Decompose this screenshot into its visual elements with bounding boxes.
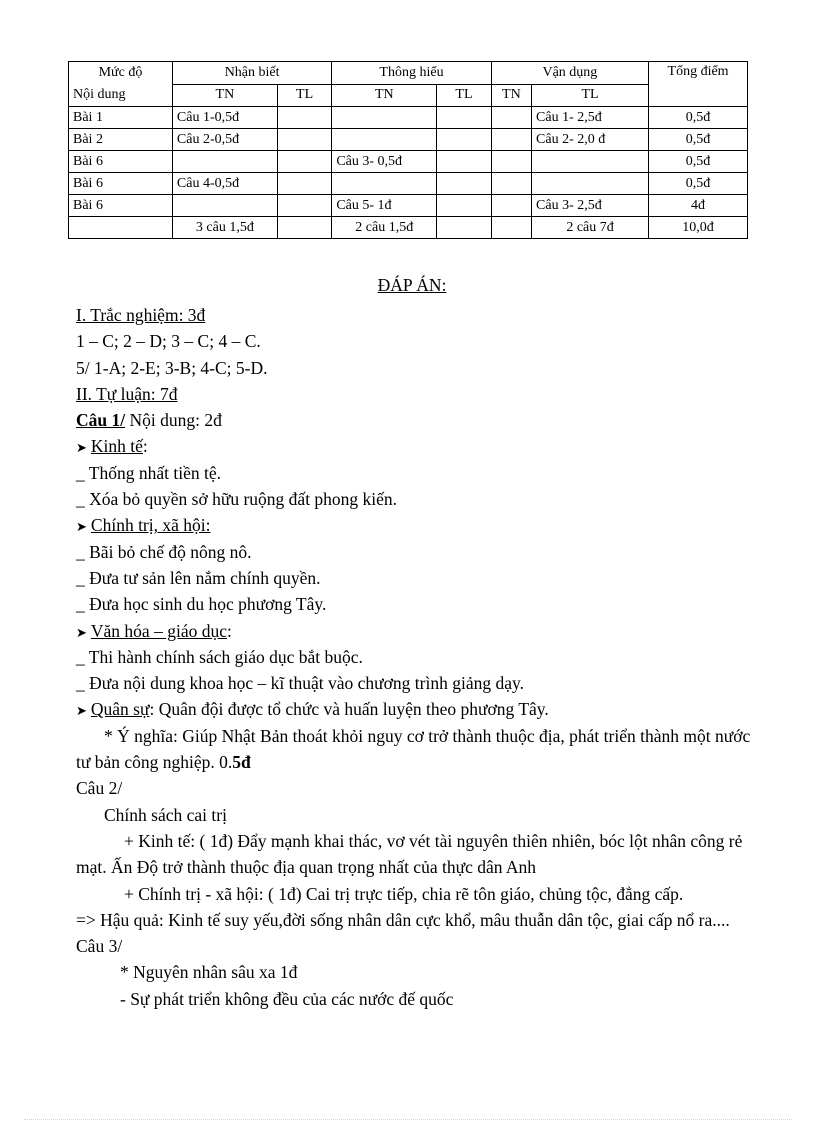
meaning-paragraph bbox=[76, 723, 756, 776]
table-cell bbox=[332, 173, 437, 195]
page-bottom-divider bbox=[24, 1119, 792, 1120]
politics-heading-line bbox=[76, 512, 756, 538]
question1-label: Câu 1/ bbox=[76, 410, 126, 431]
table-cell bbox=[437, 151, 491, 173]
header-nhan-biet: Nhận biết bbox=[172, 62, 331, 85]
economy-heading: Kinh tế bbox=[90, 436, 143, 457]
table-cell: Câu 2- 2,0 đ bbox=[532, 129, 649, 151]
question2-politics: + Chính trị - xã hội: ( 1đ) Cai trị trực tiếp, chia rẽ tôn giáo, chủng tộc, đẳng cấp. bbox=[124, 883, 684, 904]
table-cell bbox=[491, 107, 531, 129]
table-cell bbox=[491, 195, 531, 217]
header-level-content-cell bbox=[69, 62, 173, 107]
table-header-row bbox=[69, 62, 748, 85]
list-item: _ Xóa bỏ quyền sở hữu ruộng đất phong kiến. bbox=[76, 489, 398, 510]
table-cell: Câu 1-0,5đ bbox=[172, 107, 277, 129]
table-cell: Câu 3- 0,5đ bbox=[332, 151, 437, 173]
question1-line bbox=[76, 407, 756, 433]
meaning-text: * Ý nghĩa: Giúp Nhật Bản thoát khỏi nguy cơ trở thành thuộc địa, phát triển thành một nước tư bản công nghiệp. 0. bbox=[76, 725, 751, 773]
table-cell bbox=[277, 151, 331, 173]
list-item: _ Đưa nội dung khoa học – kĩ thuật vào chương trình giảng dạy. bbox=[76, 673, 524, 694]
table-cell bbox=[491, 129, 531, 151]
table-cell bbox=[69, 217, 173, 239]
table-cell-total: 10,0đ bbox=[649, 217, 748, 239]
table-cell: Câu 5- 1đ bbox=[332, 195, 437, 217]
meaning-score: 5đ bbox=[232, 752, 251, 773]
arrow-bullet-icon: ➤ bbox=[76, 624, 87, 640]
table-cell bbox=[332, 107, 437, 129]
table-cell: Câu 2-0,5đ bbox=[172, 129, 277, 151]
part1-answers-line2: 5/ 1-A; 2-E; 3-B; 4-C; 5-D. bbox=[76, 357, 268, 378]
question1-text: Nội dung: 2đ bbox=[125, 410, 222, 431]
table-cell bbox=[437, 129, 491, 151]
question3-label: Câu 3/ bbox=[76, 936, 123, 957]
culture-heading-line bbox=[76, 618, 756, 644]
table-cell-total: 0,5đ bbox=[649, 173, 748, 195]
part2-heading: II. Tự luận: 7đ bbox=[76, 383, 178, 404]
table-cell bbox=[172, 195, 277, 217]
table-cell: 3 câu 1,5đ bbox=[172, 217, 277, 239]
question2-result: => Hậu quả: Kinh tế suy yếu,đời sống nhân dân cực khổ, mâu thuẫn dân tộc, giai cấp nổ ra.... bbox=[76, 909, 730, 930]
answer-title: ĐÁP ÁN: bbox=[377, 275, 447, 295]
table-cell bbox=[491, 151, 531, 173]
subheader-tl: TL bbox=[277, 84, 331, 107]
table-cell bbox=[277, 173, 331, 195]
culture-heading: Văn hóa – giáo dục bbox=[90, 620, 227, 641]
question2-label: Câu 2/ bbox=[76, 778, 123, 799]
table-cell bbox=[437, 195, 491, 217]
question2-economy: + Kinh tế: ( 1đ) Đẩy mạnh khai thác, vơ vét tài nguyên thiên nhiên, bóc lột nhân công rẻ mạt. Ấn Độ trở thành thuộc địa quan trọng nhất của thực dân Anh bbox=[76, 830, 743, 878]
arrow-bullet-icon: ➤ bbox=[76, 440, 87, 456]
economy-heading-line bbox=[76, 433, 756, 459]
table-cell bbox=[532, 151, 649, 173]
table-cell: 2 câu 7đ bbox=[532, 217, 649, 239]
table-cell-total: 0,5đ bbox=[649, 107, 748, 129]
military-heading: Quân sự bbox=[90, 699, 150, 720]
table-cell bbox=[332, 129, 437, 151]
question2-subheading: Chính sách cai trị bbox=[104, 804, 227, 825]
table-cell bbox=[437, 217, 491, 239]
header-muc-do: Mức độ bbox=[98, 65, 143, 80]
table-cell bbox=[277, 129, 331, 151]
economy-colon: : bbox=[142, 436, 148, 457]
table-total-row bbox=[69, 217, 748, 239]
answer-key-section bbox=[76, 272, 756, 1012]
arrow-bullet-icon: ➤ bbox=[76, 703, 87, 719]
table-cell: Câu 1- 2,5đ bbox=[532, 107, 649, 129]
list-item: _ Đưa tư sản lên nắm chính quyền. bbox=[76, 567, 321, 588]
table-cell bbox=[491, 173, 531, 195]
header-van-dung: Vận dụng bbox=[491, 62, 648, 85]
table-cell-total: 4đ bbox=[649, 195, 748, 217]
question3-item: - Sự phát triển không đều của các nước đế quốc bbox=[120, 988, 454, 1009]
table-cell: Bài 2 bbox=[69, 129, 173, 151]
list-item: _ Thống nhất tiền tệ. bbox=[76, 462, 221, 483]
table-cell: 2 câu 1,5đ bbox=[332, 217, 437, 239]
assessment-matrix-table bbox=[68, 61, 748, 239]
arrow-bullet-icon: ➤ bbox=[76, 519, 87, 535]
list-item: _ Đưa học sinh du học phương Tây. bbox=[76, 594, 327, 615]
part1-answers-line1: 1 – C; 2 – D; 3 – C; 4 – C. bbox=[76, 331, 261, 352]
table-cell: Câu 3- 2,5đ bbox=[532, 195, 649, 217]
question3-subheading bbox=[76, 959, 756, 985]
table-row bbox=[69, 195, 748, 217]
table-row bbox=[69, 151, 748, 173]
table-cell-total: 0,5đ bbox=[649, 151, 748, 173]
header-tong-diem: Tổng điểm bbox=[649, 62, 748, 107]
table-row bbox=[69, 173, 748, 195]
table-cell bbox=[491, 217, 531, 239]
header-thong-hieu: Thông hiểu bbox=[332, 62, 491, 85]
subheader-tl: TL bbox=[437, 84, 491, 107]
list-item: _ Bãi bỏ chế độ nông nô. bbox=[76, 541, 252, 562]
table-cell bbox=[172, 151, 277, 173]
table-cell: Bài 6 bbox=[69, 173, 173, 195]
table-cell bbox=[277, 217, 331, 239]
table-cell bbox=[277, 195, 331, 217]
table-cell-total: 0,5đ bbox=[649, 129, 748, 151]
culture-colon: : bbox=[226, 620, 232, 641]
list-item: _ Thi hành chính sách giáo dục bắt buộc. bbox=[76, 646, 363, 667]
table-row bbox=[69, 107, 748, 129]
part1-heading: I. Trắc nghiệm: 3đ bbox=[76, 305, 206, 325]
table-cell bbox=[532, 173, 649, 195]
military-line bbox=[76, 696, 756, 722]
subheader-tn: TN bbox=[172, 84, 277, 107]
table-cell: Bài 1 bbox=[69, 107, 173, 129]
table-cell: Bài 6 bbox=[69, 151, 173, 173]
subheader-tn: TN bbox=[332, 84, 437, 107]
subheader-tn: TN bbox=[491, 84, 531, 107]
table-cell: Câu 4-0,5đ bbox=[172, 173, 277, 195]
politics-heading: Chính trị, xã hội: bbox=[90, 515, 211, 536]
subheader-tl: TL bbox=[532, 84, 649, 107]
military-text: : Quân đội được tổ chức và huấn luyện theo phương Tây. bbox=[149, 699, 549, 720]
table-cell bbox=[277, 107, 331, 129]
question3-subheading-text: * Nguyên nhân sâu xa 1đ bbox=[120, 962, 298, 983]
table-cell: Bài 6 bbox=[69, 195, 173, 217]
table-cell bbox=[437, 107, 491, 129]
header-noi-dung: Nội dung bbox=[73, 87, 126, 102]
table-cell bbox=[437, 173, 491, 195]
table-row bbox=[69, 129, 748, 151]
